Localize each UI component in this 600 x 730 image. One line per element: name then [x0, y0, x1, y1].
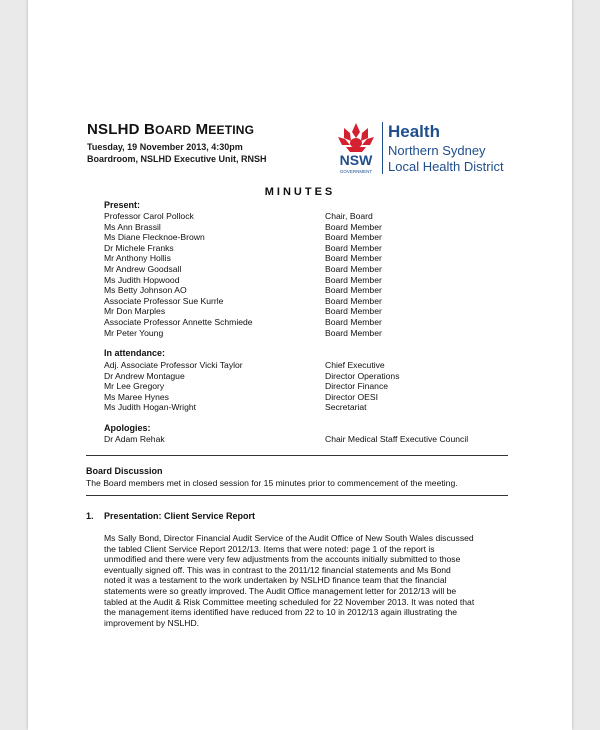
item-number: 1. [86, 511, 94, 521]
paragraph-line: the tabled Client Service Report 2012/13. Items that were noted: page 1 of the report is [104, 543, 435, 554]
person-name: Associate Professor Annette Schmiede [104, 317, 253, 327]
logo-divider [382, 122, 383, 174]
divider-rule [86, 495, 508, 496]
person-row [28, 264, 572, 275]
person-role: Board Member [325, 317, 382, 327]
logo-northern-sydney: Northern Sydney [388, 143, 486, 158]
meeting-date: Tuesday, 19 November 2013, 4:30pm [87, 142, 243, 152]
document-page [28, 0, 572, 730]
person-row [28, 402, 572, 413]
person-row [28, 434, 572, 445]
person-role: Director OESI [325, 391, 379, 402]
logo-local-health-district: Local Health District [388, 159, 504, 174]
meeting-title: NSLHD BOARD MEETING [87, 121, 255, 138]
person-role: Board Member [325, 285, 382, 296]
person-name: Ms Judith Hogan-Wright [104, 402, 197, 413]
person-role: Board Member [325, 264, 382, 274]
item-paragraph [104, 533, 514, 628]
logo-health: Health [388, 122, 440, 141]
waratah-icon [332, 120, 380, 178]
person-row [28, 275, 572, 286]
person-role: Chair, Board [325, 211, 373, 221]
person-row [28, 328, 572, 339]
person-row [28, 360, 572, 371]
apologies-heading: Apologies: [104, 423, 151, 433]
person-row [28, 392, 572, 403]
present-heading: Present: [104, 200, 141, 210]
paragraph-line: the management items identified have reduced from 22 to 10 in 2012/13 again illustrating the [104, 607, 458, 618]
nsw-wordmark: NSW [339, 152, 373, 168]
person-name: Ms Judith Hopwood [104, 274, 180, 285]
person-name: Dr Adam Rehak [104, 434, 165, 444]
person-name: Ms Betty Johnson AO [104, 285, 187, 296]
person-row [28, 253, 572, 264]
person-name: Adj. Associate Professor Vicki Taylor [104, 360, 243, 370]
board-discussion-text: The Board members met in closed session for 15 minutes prior to commencement of the meeting. [86, 478, 458, 488]
paragraph-line: Ms Sally Bond, Director Financial Audit Service of the Audit Office of New South Wales discussed [104, 533, 474, 543]
nsw-health-logo [332, 120, 512, 178]
person-name: Dr Andrew Montague [104, 370, 185, 381]
meeting-location: Boardroom, NSLHD Executive Unit, RNSH [87, 154, 267, 164]
person-role: Secretariat [325, 402, 367, 413]
person-name: Ms Maree Hynes [104, 391, 169, 402]
divider-rule [86, 455, 508, 456]
person-role: Board Member [325, 253, 382, 264]
attendance-heading: In attendance: [104, 348, 166, 358]
person-role: Board Member [325, 295, 382, 306]
person-name: Ms Ann Brassil [104, 221, 161, 232]
person-row [28, 371, 572, 382]
paragraph-line: improvement by NSLHD. [104, 617, 200, 628]
person-name: Mr Anthony Hollis [104, 253, 171, 264]
person-row [28, 317, 572, 328]
person-row [28, 243, 572, 254]
person-role: Board Member [325, 242, 382, 253]
person-name: Dr Michele Franks [104, 242, 174, 253]
board-discussion-heading: Board Discussion [86, 466, 163, 476]
person-name: Professor Carol Pollock [104, 211, 194, 221]
paragraph-line: tabled at the Audit & Risk Committee meeting scheduled for 22 November 2013. It was noted that [104, 596, 475, 607]
paragraph-line: statements were so greatly improved. The Audit Office management letter for 2012/13 will be [104, 585, 457, 596]
paragraph-line: unmodified and there were very few adjustments from the accounts initially submitted to those [104, 554, 461, 565]
government-wordmark: GOVERNMENT [339, 169, 373, 174]
person-role: Director Operations [325, 370, 400, 381]
person-row [28, 296, 572, 307]
person-role: Chief Executive [325, 360, 385, 370]
person-row [28, 381, 572, 392]
item-heading: Presentation: Client Service Report [104, 511, 256, 521]
minutes-heading: MINUTES [264, 186, 336, 198]
person-role: Chair Medical Staff Executive Council [325, 434, 469, 444]
person-role: Board Member [325, 274, 382, 285]
person-name: Mr Peter Young [104, 327, 164, 338]
person-role: Board Member [325, 232, 382, 243]
person-name: Associate Professor Sue Kurrle [104, 295, 224, 306]
person-name: Mr Don Marples [104, 306, 166, 317]
person-name: Mr Andrew Goodsall [104, 264, 182, 274]
person-row [28, 222, 572, 233]
person-name: Ms Diane Flecknoe-Brown [104, 232, 205, 243]
person-role: Director Finance [325, 381, 389, 392]
person-role: Board Member [325, 327, 382, 338]
paragraph-line: noted it was a testament to the work undertaken by NSLHD finance team that the financial [104, 575, 447, 586]
person-row [28, 211, 572, 222]
person-row [28, 285, 572, 296]
paragraph-line: eventually signed off. This was in contrast to the 2011/12 financial statements and Ms Bond [104, 564, 451, 575]
person-role: Board Member [325, 221, 382, 232]
person-role: Board Member [325, 306, 382, 317]
person-row [28, 306, 572, 317]
person-name: Mr Lee Gregory [104, 381, 165, 392]
person-row [28, 232, 572, 243]
